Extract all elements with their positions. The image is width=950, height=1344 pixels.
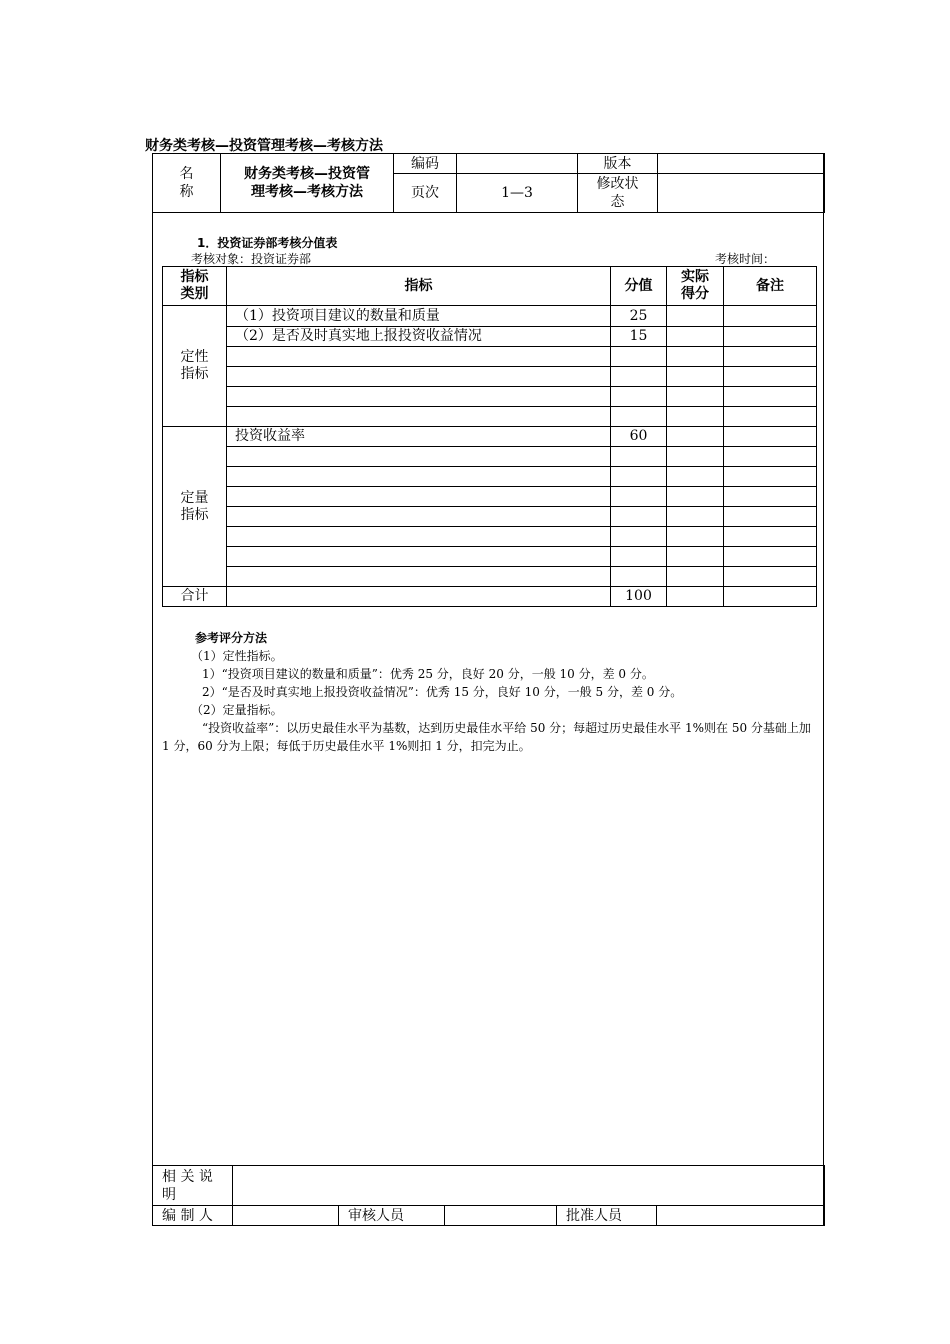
reference-section xyxy=(162,629,818,755)
table-row xyxy=(163,367,817,387)
qualitative-category: 定性 指标 xyxy=(163,306,227,427)
target-label: 考核对象：投资证券部 xyxy=(191,252,312,266)
revision-value xyxy=(658,174,825,213)
table-row xyxy=(163,547,817,567)
remark-cell xyxy=(724,306,817,327)
revision-label: 修改状 态 xyxy=(578,174,658,213)
approver-value xyxy=(657,1206,825,1226)
table-row xyxy=(163,427,817,447)
total-row xyxy=(163,587,817,607)
document-title: 财务类考核—投资管理考核—考核方法 xyxy=(145,138,383,154)
related-label: 相 关 说 明 xyxy=(153,1166,233,1206)
reference-line: “投资收益率”：以历史最佳水平为基数，达到历史最佳水平给 50 分；每超过历史最佳水平 1%则在 50 分基础上加 1 分，60 分为上限；每低于历史最佳水平 1%则扣 1 分，扣完为止。 xyxy=(162,721,811,753)
remark-cell xyxy=(724,427,817,447)
col-category: 指标 类别 xyxy=(163,267,227,306)
section-title: 1．投资证券部考核分值表 xyxy=(197,236,338,250)
score-cell: 15 xyxy=(611,327,667,347)
actual-cell xyxy=(667,327,724,347)
indicator-cell: 投资收益率 xyxy=(227,427,611,447)
name-value: 财务类考核—投资管 理考核—考核方法 xyxy=(221,154,394,213)
page-label: 页次 xyxy=(394,174,457,213)
page-value: 1—3 xyxy=(457,174,578,213)
actual-cell xyxy=(667,427,724,447)
total-label: 合计 xyxy=(163,587,227,607)
editor-value xyxy=(233,1206,339,1226)
table-row xyxy=(163,567,817,587)
reviewer-label: 审核人员 xyxy=(339,1206,445,1226)
version-value xyxy=(658,154,825,174)
score-cell: 25 xyxy=(611,306,667,327)
reference-heading: 参考评分方法 xyxy=(195,631,268,645)
reference-line: （2）定量指标。 xyxy=(191,703,283,717)
indicator-cell: （1）投资项目建议的数量和质量 xyxy=(227,306,611,327)
version-label: 版本 xyxy=(578,154,658,174)
header-table xyxy=(152,153,825,213)
quantitative-category: 定量 指标 xyxy=(163,427,227,587)
code-label: 编码 xyxy=(394,154,457,174)
table-row xyxy=(163,306,817,327)
reference-line: 1）“投资项目建议的数量和质量”：优秀 25 分，良好 20 分，一般 10 分，差 0 分。 xyxy=(202,667,654,681)
time-label: 考核时间： xyxy=(715,252,776,266)
total-score: 100 xyxy=(611,587,667,607)
reviewer-value xyxy=(445,1206,557,1226)
col-remark: 备注 xyxy=(724,267,817,306)
table-row xyxy=(163,447,817,467)
document-frame xyxy=(152,153,824,1226)
score-table xyxy=(162,266,817,607)
footer-table xyxy=(152,1165,825,1226)
table-row xyxy=(163,507,817,527)
remark-cell xyxy=(724,327,817,347)
table-row xyxy=(163,527,817,547)
table-row xyxy=(163,387,817,407)
name-label: 名 称 xyxy=(153,154,221,213)
reference-line: （1）定性指标。 xyxy=(191,649,283,663)
approver-label: 批准人员 xyxy=(557,1206,657,1226)
table-row xyxy=(163,467,817,487)
col-score: 分值 xyxy=(611,267,667,306)
related-value xyxy=(233,1166,825,1206)
table-row xyxy=(163,327,817,347)
col-actual: 实际 得分 xyxy=(667,267,724,306)
editor-label: 编 制 人 xyxy=(153,1206,233,1226)
table-row xyxy=(163,487,817,507)
actual-cell xyxy=(667,306,724,327)
code-value xyxy=(457,154,578,174)
col-indicator: 指标 xyxy=(227,267,611,306)
score-cell: 60 xyxy=(611,427,667,447)
reference-line: 2）“是否及时真实地上报投资收益情况”：优秀 15 分，良好 10 分，一般 5 分，差 0 分。 xyxy=(202,685,683,699)
table-row xyxy=(163,347,817,367)
indicator-cell: （2）是否及时真实地上报投资收益情况 xyxy=(227,327,611,347)
table-row xyxy=(163,407,817,427)
